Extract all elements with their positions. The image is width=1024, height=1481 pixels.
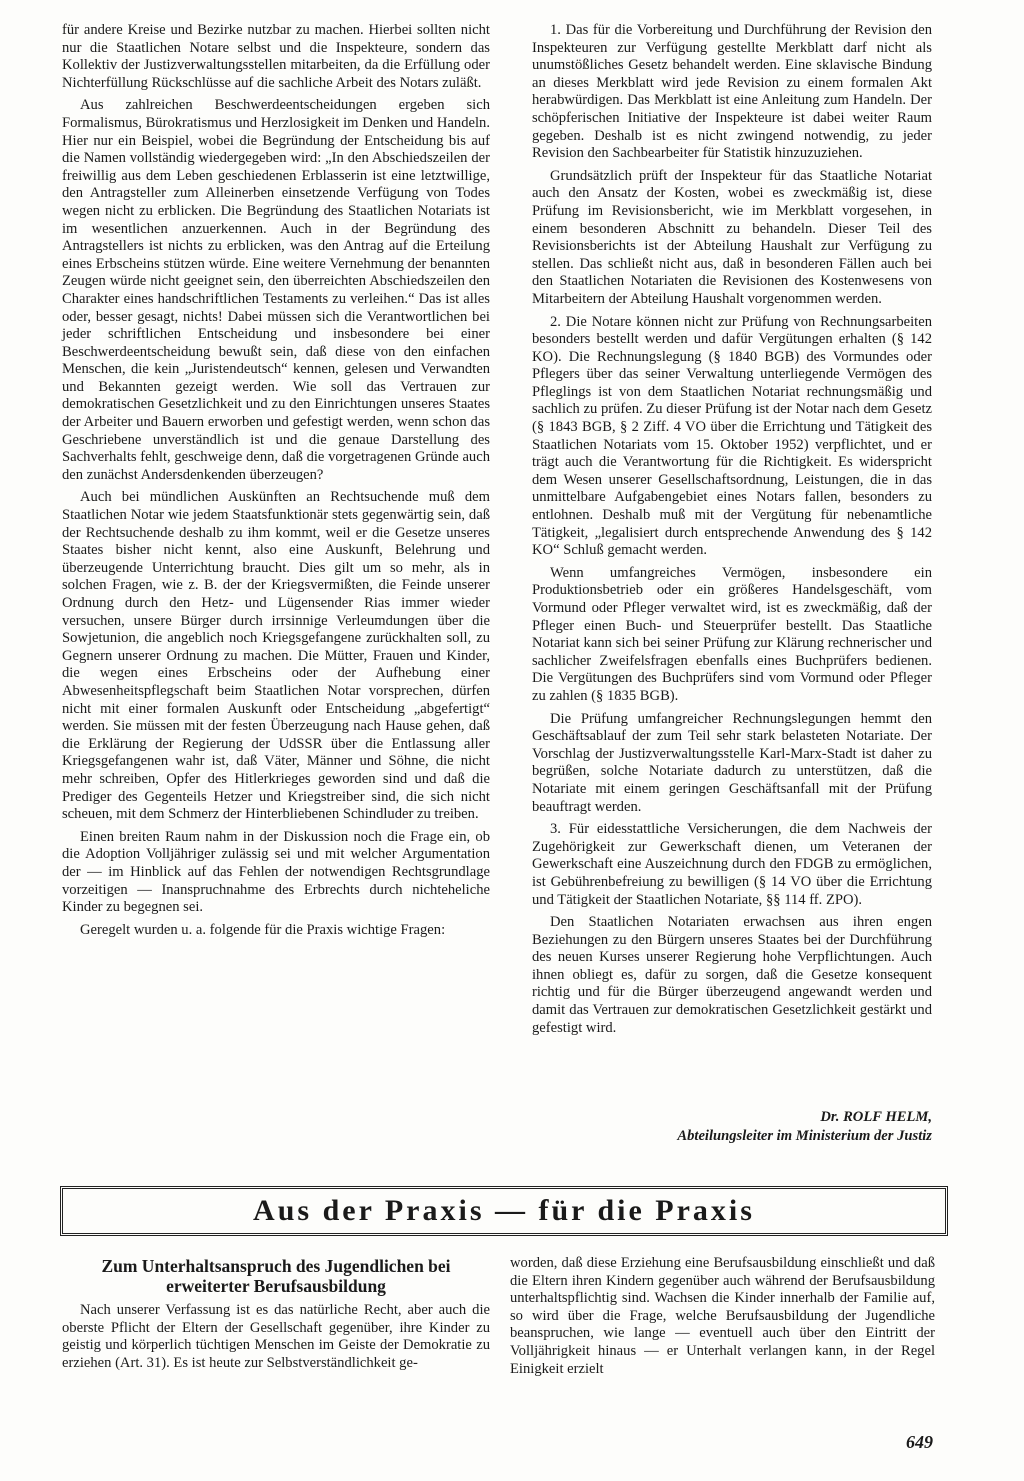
paragraph: 2. Die Notare können nicht zur Prüfung von Rechnungsarbeiten besonders bestellt werden und dafür Vergütungen erhalten (§ 142 KO). Die Rechnungslegung (§ 1840 BGB) des Vormundes oder Pflegers über das seiner Verwaltung unterliegende Vermögen des Pfleglings ist von dem Staatlichen Notariat rechnungsmäßig und sachlich zu prüfen. Zu dieser Prüfung ist der Notar nach dem Gesetz (§ 1843 BGB, § 2 Ziff. 4 VO über die Errichtung und Tätigkeit des Staatlichen Notariats vom 15. Oktober 1952) verpflichtet, und er trägt auch die Verantwortung für die Richtigkeit. Es widerspricht dem Wesen unserer Gesellschaftsordnung, Leistungen, die in das unmittelbare Aufgabengebiet eines Notars fallen, besonders zu entlohnen. Deshalb muß mit der Vergütung für nebenamtliche Tätigkeit, „legalisiert durch entsprechende Anwendung des § 142 KO“ Schluß gemacht werden. xyxy=(532,313,932,559)
article-column-right xyxy=(510,1255,935,1383)
paragraph: für andere Kreise und Bezirke nutzbar zu machen. Hierbei sollten nicht nur die Staatlichen Notare selbst und die Inspekteure, sondern das Kollektiv der Justizverwaltungsstellen mitarbeiten, da die Erfüllung oder Nichterfüllung Rückschlüsse auf die sachliche Arbeit des Notars zuläßt. xyxy=(62,22,490,91)
left-column xyxy=(62,22,490,944)
paragraph: Auch bei mündlichen Auskünften an Rechtsuchende muß dem Staatlichen Notar wie jedem Staatsfunktionär stets gegenwärtig sein, daß der Rechtsuchende deshalb zu ihm kommt, weil er die Gesetze unseres Staates bisher nicht kennt, also eine Auskunft, Belehrung und überzeugende Unterrichtung braucht. Dies gilt um so mehr, als in solchen Fragen, wie z. B. der der Kriegsvermißten, die Feinde unserer Ordnung durch den Hetz- und Lügensender Rias immer wieder versuchen, unsere Bürger durch irrsinnige Verleumdungen über die Sowjetunion, die angeblich noch Kriegsgefangene zurückhalten soll, zu Gegnern unserer Ordnung zu machen. Die Mütter, Frauen und Kinder, die wegen eines Erbscheins oder der Aufhebung einer Abwesenheitspflegschaft beim Staatlichen Notar vorsprechen, dürfen nicht mit einer formalen Auskunft oder Entscheidung „abgefertigt“ werden. Sie müssen mit der festen Überzeugung nach Hause gehen, daß die Erklärung der Regierung der UdSSR über die Entlassung aller Kriegsgefangenen wahr ist, daß Väter, Männer und Söhne, die nicht mehr schreiben, Opfer des Hitlerkrieges geworden sind und daß die Prediger des Gegenteils Hetzer und Kriegstreiber sind, die sich nicht scheuen, mit dem Schmerz der Hinterbliebenen Schindluder zu treiben. xyxy=(62,489,490,823)
paragraph: Einen breiten Raum nahm in der Diskussion noch die Frage ein, ob die Adoption Volljähriger zulässig sei und mit welcher Argumentation der — im Hinblick auf das Fehlen der notwendigen Rechtsgrundlage vorzeitigen — Inanspruchnahme des Erbrechts durch nichteheliche Kinder zu begegnen sei. xyxy=(62,828,490,916)
paragraph: Den Staatlichen Notariaten erwachsen aus ihren engen Beziehungen zu den Bürgern unseres Staates bei der Durchführung des neuen Kurses unserer Regierung hohe Verpflichtungen. Auch ihnen obliegt es, dafür zu sorgen, daß die Gesetze konsequent richtig und für die Bürger überzeugend angewandt werden und damit das Vertrauen zur demokratischen Gesetzlichkeit gestärkt und gefestigt wird. xyxy=(532,914,932,1036)
paragraph: Grundsätzlich prüft der Inspekteur für das Staatliche Notariat auch den Ansatz der Kosten, wobei es zweckmäßig ist, diese Prüfung im Revisionsbericht, wie im Merkblatt vorgesehen, in einem besonderen Abschnitt zu behandeln. Dieser Teil des Revisionsberichts ist der Abteilung Haushalt zur Verfügung zu stellen. Das schließt nicht aus, daß in besonderen Fällen auch bei den Staatlichen Notariaten die Revisionen des Kostenwesens von Mitarbeitern der Abteilung Haushalt vorgenommen werden. xyxy=(532,167,932,307)
paragraph: Wenn umfangreiches Vermögen, insbesondere ein Produktionsbetrieb oder ein größeres Handelsgeschäft, vom Vormund oder Pfleger verwaltet wird, ist es zweckmäßig, daß der Pfleger einen Buch- und Steuerprüfer bestellt. Das Staatliche Notariat kann sich bei seiner Prüfung zur Klärung rechnerischer und sachlicher Zweifelsfragen ebenfalls eines Buchprüfers bedienen. Die Vergütungen des Buchprüfers sind vom Vormund oder Pfleger zu zahlen (§ 1835 BGB). xyxy=(532,564,932,704)
right-column xyxy=(532,22,932,1042)
author-signature xyxy=(560,1108,932,1146)
paragraph: 3. Für eidesstattliche Versicherungen, die dem Nachweis der Zugehörigkeit zur Gewerkschaft dienen, um Veteranen der Gewerkschaft eine Auszeichnung durch den FDGB zu ermöglichen, ist Gebührenbefreiung zu bewilligen (§ 14 VO über die Errichtung und Tätigkeit der Staatlichen Notariate, §§ 114 ff. ZPO). xyxy=(532,821,932,908)
paragraph: Die Prüfung umfangreicher Rechnungslegungen hemmt den Geschäftsablauf der zum Teil sehr stark belasteten Notariate. Der Vorschlag der Justizverwaltungsstelle Karl-Marx-Stadt ist daher zu begrüßen, solche Notariate dadurch zu unterstützen, daß die Notariate mit einem geringen Geschäftsanfall mit der Prüfung beauftragt werden. xyxy=(532,710,932,815)
author-role: Abteilungsleiter im Ministerium der Justiz xyxy=(677,1128,932,1144)
section-banner xyxy=(60,1186,948,1236)
paragraph: Geregelt wurden u. a. folgende für die Praxis wichtige Fragen: xyxy=(80,921,446,938)
paragraph: worden, daß diese Erziehung eine Berufsausbildung einschließt und daß die Eltern ihren Kindern gegenüber auch während der Berufsausbildung unterhaltspflichtig sind. Wachsen die Kinder innerhalb der Familie auf, so wird über die Frage, welche Berufsausbildung der Jugendliche beanspruchen, wie lange — eventuell auch über den Eintritt der Volljährigkeit hinaus — er Unterhalt verlangen kann, in der Regel Einigkeit erzielt xyxy=(510,1255,935,1377)
paragraph: Aus zahlreichen Beschwerdeentscheidungen ergeben sich Formalismus, Bürokratismus und Herzlosigkeit im Denken und Handeln. Hier nur ein Beispiel, wobei die Begründung der Entscheidung bis auf die Namen vollständig wiedergegeben wird: „In den Abschiedszeilen der freiwillig aus dem Leben geschiedenen Erblasserin ist eine letztwillige, den Antragsteller zum Alleinerben einsetzende Verfügung von Todes wegen nicht zu erblicken. Die Begründung des Staatlichen Notariats ist im wesentlichen anzuerkennen. Auch in der Begründung des Antragstellers ist nichts zu erblicken, was den Antrag auf die Erteilung eines Erbscheins stützen würde. Eine weitere Vernehmung der benannten Zeugen würde nicht geeignet sein, den überreichten Abschiedszeilen den Charakter eines handschriftlichen Testaments zu verleihen.“ Das ist alles oder, besser gesagt, nichts! Dabei müssen sich die Verantwortlichen bei jeder schriftlichen Entscheidung und insbesondere bei einer Beschwerdeentscheidung bewußt sein, daß diese von den einfachen Menschen, die kein „Juristendeutsch“ kennen, gelesen und Verwandten und Bekannten gezeigt werden. Wie soll das Vertrauen zur demokratischen Gesetzlichkeit und zu den Einrichtungen unseres Staates der Arbeiter und Bauern erworben und gefestigt werden, wenn schon das Geschriebene unverständlich ist und die genaue Darstellung des Sachverhalts fehlt, geschweige denn, daß die vorgetragenen Gründe auch den zunächst Andersdenkenden überzeugen? xyxy=(62,97,490,483)
section-heading: Aus der Praxis — für die Praxis xyxy=(253,1194,755,1227)
author-name: Dr. ROLF HELM, xyxy=(820,1109,932,1125)
paragraph: 1. Das für die Vorbereitung und Durchführung der Revision den Inspekteuren zur Verfügung gestellte Merkblatt darf nicht als unumstößliches Gesetz behandelt werden. Eine sklavische Bindung an dieses Merkblatt wird jede Revision zu einem formalen Akt herabwürdigen. Das Merkblatt ist eine Anleitung zum Handeln. Der schöpferischen Initiative der Inspekteure ist dabei weiter Raum gegeben. Deshalb ist es nicht zwingend notwendig, zu jeder Revision den Sachbearbeiter für Statistik hinzuzuziehen. xyxy=(532,22,932,162)
article-title: Zum Unterhaltsanspruch des Jugendlichen bei erweiterter Berufsausbildung xyxy=(101,1256,451,1296)
article-column-left xyxy=(62,1302,490,1377)
page-number: 649 xyxy=(906,1432,933,1452)
paragraph: Nach unserer Verfassung ist es das natürliche Recht, aber auch die oberste Pflicht der Eltern der Gesellschaft gegenüber, ihre Kinder zu geistig und körperlich tüchtigen Menschen im Geiste der Demokratie zu erziehen (Art. 31). Es ist heute zur Selbstverständlichkeit ge- xyxy=(62,1302,490,1371)
